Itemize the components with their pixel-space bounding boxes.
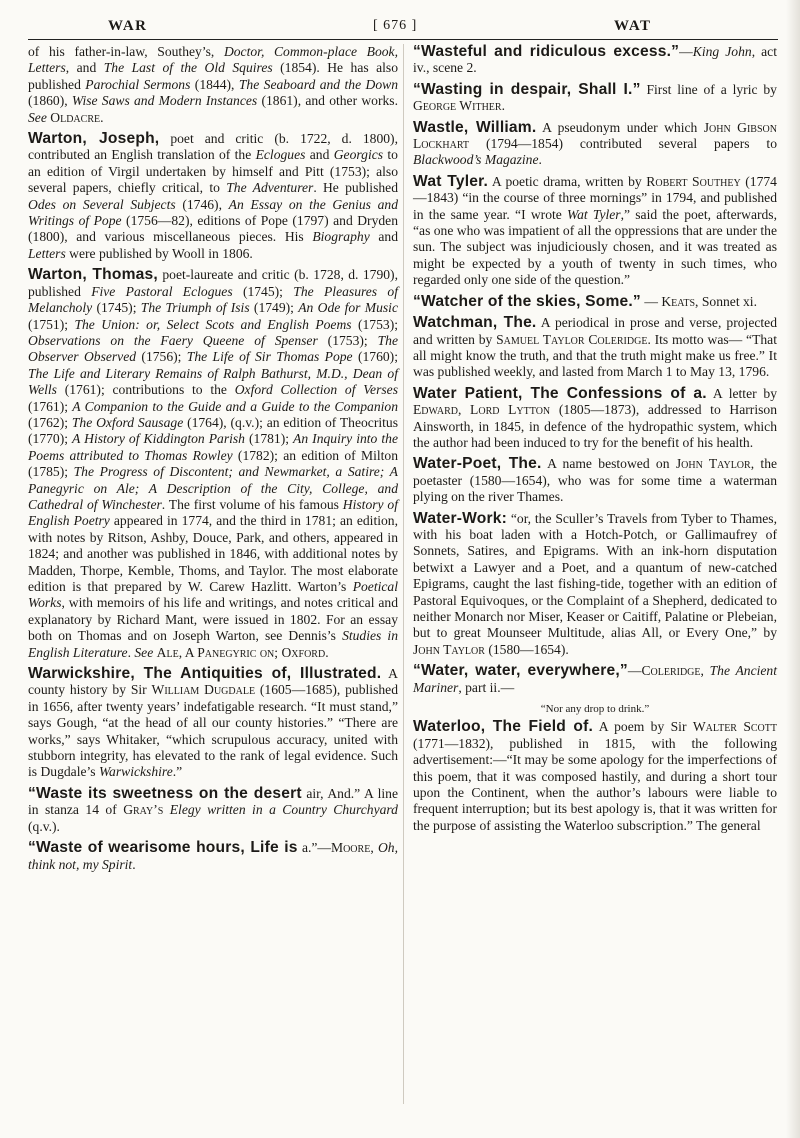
entry-heading: “Wasteful and ridiculous excess.”: [413, 43, 680, 60]
entry-text: (1764), (q.v.); an edition of Theocritus (1770);: [28, 414, 398, 447]
italic-title: Wat Tyler: [567, 206, 621, 222]
header-right-guideword: WAT: [614, 18, 652, 34]
italic-title: Observations on the Faery Queene of Spenser: [28, 332, 318, 348]
entry-text: air, And.” A line in stanza 14 of: [28, 785, 399, 818]
entry-text: poet and critic (b. 1722, d. 1800), contributed an English translation of the: [28, 131, 398, 163]
author-name: Moore: [331, 840, 371, 856]
entry-warton-joseph: [28, 131, 398, 262]
entry-heading: “Water, water, everywhere,”: [413, 662, 628, 680]
italic-title: The Observer Observed: [28, 332, 398, 365]
entry-text: (1844),: [190, 76, 239, 92]
entry-text: .”: [172, 764, 183, 780]
entry-heading: Wat Tyler.: [413, 172, 489, 190]
entry-text: ,” said the poet, afterwards, “as one who was impatient of all the oppressions that are under the sun. The subject was injudiciously chosen, and it was treated as might be expected by a youth of twenty in such times, who regarded only one side of the question.”: [413, 206, 777, 288]
entry-text: appeared in 1774, and the third in 1781; an edition, with notes by Ritson, Ashby, Douce, Park, and others, appeared in 1824; and another was published in 1846, with additional notes by Madden, Thorpe, Kemble, Thoms, and Taylor. The most elaborate edition is that prepared by W. Carew Hazlitt. Warton’s: [28, 513, 398, 594]
entry-continued: [28, 44, 398, 126]
entry-text: “or, the Sculler’s Travels from Tyber to Thames, with his boat laden with a Hotch-Potch, or Gallimaufrey of Sonnets, Satires, and Epigrams. With an ink-horn disputation betwixt a Lawyer and a Poet, and a quantum of new-catched Epigrams, caught the last fishing-tide, together with an edition of Pastoral Equivoques, or the Complaint of a Shepherd, dedicated to neither Monarch nor Miser, Keaser or Caitiff, Palatine or Plebeian, but to great Mounseer Multitude, alias All, or Every One,” by: [413, 510, 777, 641]
italic-title: King John: [692, 44, 752, 59]
entry-wasting-in-despair-shall-i: [413, 82, 777, 115]
entry-text: —: [679, 44, 693, 59]
header-rule: [28, 39, 778, 40]
author-name: John Taylor: [413, 641, 485, 657]
entry-text: , and: [65, 60, 104, 76]
author-name: Walter Scott: [692, 719, 777, 735]
italic-title: An Ode for Music: [298, 300, 398, 316]
entry-text: and: [305, 147, 334, 163]
italic-title: Odes on Several Subjects: [28, 196, 176, 212]
entry-text: (1771—1832), published in 1815, with the following advertisement:—“It may be some apology for the imperfections of this poem, that it was composed hastily, and during a short tour upon the Continent, when the author’s labours were liable to frequent interruption; but its best apology is, that it was written for the purpose of assisting the Waterloo subscription.” The general: [413, 735, 777, 833]
entry-heading: Warwickshire, The Antiquities of, Illustrated.: [28, 665, 382, 683]
entry-text: poet-laureate and critic (b. 1728, d. 1790), published: [28, 267, 398, 299]
italic-title: The Union: or, Select Scots and English Poems: [74, 316, 352, 332]
entry-heading: Warton, Thomas,: [28, 266, 158, 284]
italic-title: The Pleasures of Melancholy: [28, 283, 398, 316]
entry-text: (1781);: [244, 431, 294, 447]
entry-text: , act iv., scene 2.: [413, 44, 777, 76]
italic-title: Letters: [28, 245, 66, 261]
entry-water-water-everywhere: [413, 663, 777, 696]
entry-text: were published by Wooll in 1806.: [65, 245, 253, 261]
entry-text: , Sonnet xi.: [695, 293, 757, 309]
running-header: [0, 14, 800, 40]
entry-heading: Water Patient, The Confessions of a.: [413, 384, 707, 402]
italic-title: History of English Poetry: [28, 496, 398, 529]
entry-text: (1753);: [351, 316, 398, 332]
header-left-guideword: WAR: [108, 18, 148, 34]
entry-text: (1760);: [352, 349, 398, 365]
entry-text: (1756);: [136, 349, 187, 365]
entry-text: ,: [370, 840, 378, 856]
entry-text: (1761);: [28, 398, 73, 414]
entry-water-work: [413, 511, 777, 659]
author-name: Oxford: [281, 644, 326, 660]
italic-title: The Ancient Mariner: [413, 663, 777, 695]
entry-text: .: [325, 644, 329, 660]
author-name: George Wither: [413, 98, 502, 114]
entry-waste-of-wearisome-hours-life-is: [28, 840, 398, 873]
entry-text: (1805—1873), addressed to Harrison Ainsworth, in 1845, in defence of the hydropathic system, which the author had been induced to try for the benefit of his health.: [413, 402, 777, 450]
entry-heading: Waterloo, The Field of.: [413, 718, 594, 736]
entry-text: —: [627, 663, 642, 679]
italic-title: The Last of the Old Squires: [103, 60, 273, 76]
entry-heading: Water-Poet, The.: [413, 455, 542, 473]
entry-text: (1746),: [175, 196, 229, 212]
author-name: Keats: [661, 293, 696, 309]
entry-text: , part ii.—: [458, 679, 515, 695]
quoted-line: “Nor any drop to drink.”: [540, 703, 650, 716]
italic-title: An Essay on the Genius and Writings of Pope: [28, 196, 399, 229]
page-number: [ 676 ]: [373, 18, 418, 33]
entry-heading: “Waste of wearisome hours, Life is: [28, 839, 298, 857]
entry-watchman-the: [413, 315, 777, 381]
entry-text: .: [501, 98, 505, 114]
italic-title: The Seaboard and the Down: [238, 76, 399, 92]
entry-text: (1860),: [28, 93, 72, 109]
entry-warton-thomas: [28, 267, 398, 661]
entry-heading: “Wasting in despair, Shall I.”: [413, 80, 641, 98]
italic-title: An Inquiry into the Poems attributed to Thomas Rowley: [28, 431, 398, 463]
entry-heading: “Waste its sweetness on the desert: [28, 784, 302, 802]
italic-title: Poetical Works: [28, 579, 398, 611]
italic-title: Doctor, Common-place Book, Letters: [28, 44, 398, 76]
entry-text: A poetic drama, written by: [488, 173, 647, 189]
entry-heading: Water-Work:: [413, 509, 508, 527]
entry-text: . He published: [313, 180, 398, 196]
italic-title: Blackwood’s Magazine: [413, 152, 539, 168]
entry-text: .: [127, 644, 135, 660]
entry-text: (1861), and other works.: [257, 93, 398, 109]
left-column: [28, 44, 398, 878]
entry-wastle-william: [413, 120, 777, 169]
entry-text: First line of a lyric by: [640, 81, 777, 97]
entry-text: (1745);: [92, 300, 141, 316]
italic-title: The Triumph of Isis: [140, 300, 250, 316]
entry-text: (1605—1685), published in 1656, after twenty years’ indefatigable research. “It must stand,” says Gough, “at the head of all our county histories.” “There are works,” says Whitaker, “which scrupulous accuracy, united with stubborn integrity, has elevated to the rank of legal evidence. Such is Dugdale’s: [28, 682, 398, 780]
italic-title: A History of Kiddington Parish: [72, 431, 245, 447]
right-column: [413, 44, 777, 839]
author-name: Coleridge: [641, 663, 701, 679]
entry-heading: Warton, Joseph,: [28, 130, 160, 148]
author-name: John Taylor: [675, 456, 751, 472]
entry-text: (1580—1654).: [484, 641, 569, 657]
entry-text: A pseudonym under which: [536, 119, 704, 135]
entry-text: (1753);: [317, 332, 378, 348]
italic-title: Wise Saws and Modern Instances: [71, 93, 258, 109]
entry-water-patient-the-confessions-of-a: [413, 386, 777, 452]
italic-title: Five Pastoral Eclogues: [91, 283, 233, 299]
entry-text: (1854). He has also published: [28, 60, 399, 92]
entry-waste-its-sweetness-on-the-desert: [28, 786, 398, 835]
entry-text: ,: [700, 663, 710, 679]
author-name: John Gibson Lockhart: [413, 119, 777, 152]
entry-text: A periodical in prose and verse, projected and written by: [413, 315, 777, 347]
italic-title: The Progress of Discontent; and Newmarket, a Satire; A Panegyric on Ale; A Description of the City, College, and Cathedral of Winchester: [28, 464, 398, 512]
entry-text: (1794—1854) contributed several papers to: [469, 136, 777, 152]
entry-waterloo-the-field-of: [413, 719, 777, 834]
entry-text: A name bestowed on: [541, 456, 676, 472]
entry-warwickshire-the-antiquities-of-illustra: [28, 666, 398, 781]
entry-text: , with memoirs of his life and writings, and notes critical and explanatory by Richard Mant, were issued in 1802. For an essay both on Thomas and on Joseph Warton, see Dennis’s: [28, 595, 398, 644]
entry-heading: Watchman, The.: [413, 314, 537, 332]
italic-title: A Companion to the Guide and a Guide to the Companion: [72, 398, 398, 414]
italic-title: The Life of Sir Thomas Pope: [186, 349, 353, 365]
entry-text: ;: [274, 644, 282, 660]
entry-water-poet-the: [413, 456, 777, 505]
entry-wasteful-and-ridiculous-excess: [413, 44, 777, 77]
author-name: Robert Southey: [646, 173, 741, 189]
italic-title: Georgics: [333, 147, 384, 163]
entry-text: . Its motto was— “That all might know the truth, and that the truth might make us free.” It was published weekly, and lasted from March 1 to May 13, 1796.: [413, 331, 777, 380]
entry-text: (q.v.).: [28, 818, 60, 834]
entry-text: and: [369, 229, 398, 245]
entry-text: to an edition of Virgil undertaken by himself and Pitt (1753); also several papers, chiefly critical, to: [28, 147, 398, 196]
entry-text: .: [132, 856, 136, 872]
entry-text: .: [538, 152, 542, 168]
entry-text: A county history by Sir: [28, 666, 398, 698]
author-name: William Dugdale: [151, 682, 256, 698]
entry-text: (1745);: [232, 283, 294, 299]
entry-text: A letter by: [706, 385, 777, 401]
italic-title: The Adventurer: [226, 180, 314, 196]
entry-text: (1782); an edition of Milton (1785);: [28, 447, 398, 480]
entry-heading: Wastle, William.: [413, 118, 537, 136]
entry-text: . The first volume of his famous: [161, 496, 343, 512]
author-name: Edward, Lord Lytton: [413, 402, 551, 418]
italic-title: The Life and Literary Remains of Ralph Bathurst, M.D., Dean of Wells: [28, 365, 398, 398]
author-name: Samuel Taylor Coleridge: [496, 331, 648, 347]
entry-text: (1762);: [28, 414, 72, 430]
italic-title: See: [28, 109, 47, 125]
entry-text: —: [640, 293, 662, 309]
italic-title: Biography: [312, 229, 370, 245]
italic-title: Oh, think not, my Spirit: [28, 840, 398, 872]
italic-title: Warwickshire: [98, 764, 173, 780]
entry-text: a.”—: [297, 840, 331, 856]
entry-heading: “Watcher of the skies, Some.”: [413, 292, 641, 310]
italic-title: Studies in English Literature: [28, 628, 398, 660]
page-edge-shadow: [786, 0, 800, 1138]
entry-text: (1761); contributions to the: [56, 382, 235, 398]
entry-text: (1749);: [249, 300, 299, 316]
italic-title: See: [134, 644, 154, 660]
entry-text: (1751);: [28, 316, 75, 332]
entry-text: (1774—1843) “in the course of three mornings” in 1794, and published in the same year. “I wrote: [413, 173, 777, 222]
author-name: Oldacre: [50, 109, 101, 125]
italic-title: Elegy written in a Country Churchyard: [169, 802, 398, 818]
author-name: Gray’s: [123, 802, 164, 818]
entry-text: .: [100, 109, 104, 125]
entry-wat-tyler: [413, 174, 777, 289]
column-gutter: [403, 44, 404, 1104]
entry-text: (1756—82), editions of Pope (1797) and Dryden (1800), and various miscellaneous pieces. His: [28, 213, 398, 245]
italic-title: Oxford Collection of Verses: [234, 382, 398, 398]
entry-text: of his father-in-law, Southey’s,: [28, 44, 224, 59]
author-name: Ale, A Panegyric on: [156, 644, 275, 660]
entry-text: A poem by Sir: [593, 719, 693, 735]
entry-text: , the poetaster (1580—1654), who was for some time a waterman plying on the river Thames.: [413, 456, 778, 505]
italic-title: The Oxford Sausage: [71, 414, 184, 430]
italic-title: Eclogues: [255, 147, 306, 163]
entry-watcher-of-the-skies-some: [413, 294, 777, 310]
italic-title: Parochial Sermons: [85, 76, 191, 92]
